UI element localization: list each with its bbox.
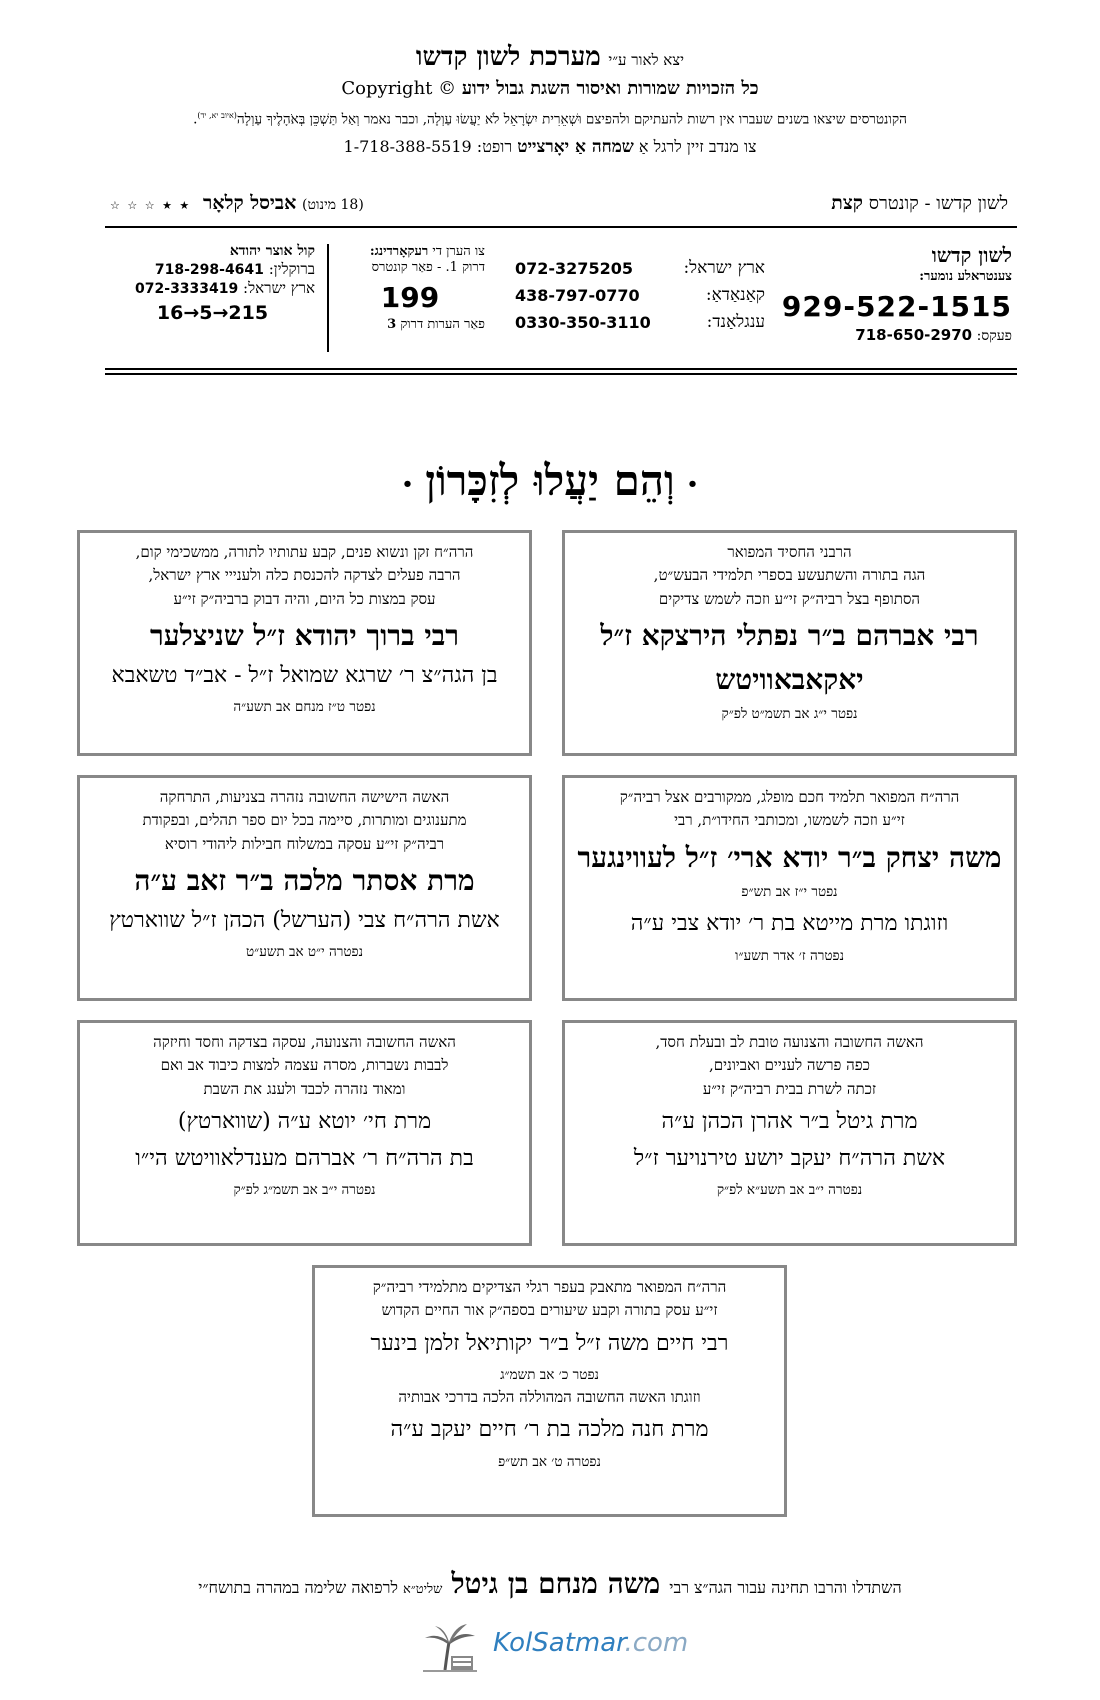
- memorial-box: [312, 1265, 787, 1517]
- memorial-text: זי״ע עסק בתורה וקבע שיעורים בספה״ק אור החיים הקדוש: [381, 1301, 718, 1320]
- memorial-date: נפטר ט״ז מנחם אב תשע״ה: [233, 699, 376, 716]
- memorial-date: נפטרה ט׳ אב תש״פ: [498, 1454, 601, 1471]
- refuah-post: לרפואה שלימה במהרה בתושח״י: [198, 1578, 398, 1597]
- memorial-box: [562, 1020, 1017, 1246]
- memorial-text: הסתופף בצל רביה״ק זי״ע וזכה לשמש צדיקים: [658, 589, 921, 608]
- fax-label: פעקס:: [976, 328, 1012, 344]
- rec-line1-pre: צו הערן די: [432, 244, 485, 259]
- shiur-name: אביסל קלאָר: [203, 192, 297, 214]
- dedication-post: רופט: 1-718-388-5519: [343, 137, 513, 156]
- memorial-box: [562, 530, 1017, 756]
- rating-stars-icon: ★ ★ ☆ ☆ ☆: [110, 199, 192, 212]
- memorial-name: מרת אסתר מלכה ב״ר זאב ע״ה: [134, 863, 475, 897]
- memorial-spouse: וזוגתו מרת מייטא בת ר׳ יודא צבי ע״ה: [630, 911, 949, 937]
- contact-divider: [327, 244, 329, 352]
- copyright-line: [60, 78, 1040, 99]
- memorial-date: נפטרה י״ב אב תשע״א לפ״ק: [716, 1182, 863, 1199]
- notice-ref: (איוב יא, יד): [197, 111, 237, 120]
- copyright-hebrew: כל הזכויות שמורות ואיסור השגת גבול ידוע: [461, 78, 759, 99]
- koy-israel-label: ארץ ישראל:: [243, 279, 315, 297]
- memorial-text: הרבה פעלים לצדקה להכנסת כלה ולענייי ארץ ישראל,: [148, 566, 461, 585]
- memorial-text: ומאוד נזהרה לכבד ולענג את השבת: [203, 1079, 406, 1098]
- memorial-box: [77, 1020, 532, 1246]
- memorial-lineage: בת הרה״ח ר׳ אברהם מענדלאוויטש הי״ו: [135, 1145, 474, 1171]
- shiur-title: [110, 192, 364, 215]
- koy-brooklyn-number[interactable]: 718-298-4641: [154, 262, 264, 278]
- memorial-box: [77, 775, 532, 1001]
- country-row: [515, 285, 765, 312]
- copyright-english: Copyright ©: [341, 78, 457, 99]
- logo-text: [493, 1628, 688, 1658]
- koy-brooklyn: [110, 260, 315, 279]
- memorial-date: נפטרה ז׳ אדר תשע״ו: [734, 948, 844, 965]
- memorial-lineage: אשת הרה״ח צבי (הערשל) הכהן ז״ל שווארטץ: [109, 907, 500, 933]
- memorial-text: הרה״ח המפואר תלמיד חכם מופלג, ממקורבים אצל רביה״ק: [619, 788, 960, 806]
- fax-number[interactable]: 718-650-2970: [855, 326, 973, 344]
- memorial-text: הרה״ח המפואר מתאבק בעפר רגלי הצדיקים מתלמידי רביה״ק: [372, 1278, 727, 1296]
- memorial-box: [562, 775, 1017, 1001]
- bullet-icon: •: [401, 473, 414, 495]
- memorial-name: מרת חי׳ יוטא ע״ה (שווארטץ): [177, 1108, 432, 1134]
- bullet-icon: •: [686, 473, 699, 495]
- memorial-name: מרת גיטל ב״ר אהרן הכהן ע״ה: [661, 1108, 918, 1134]
- logo-brand: KolSatmar: [493, 1628, 625, 1658]
- country-name: קאַנאַדאַ:: [705, 285, 765, 305]
- refuah-line: [60, 1567, 1040, 1601]
- lk-main-number[interactable]: 929-522-1515: [781, 290, 1012, 323]
- country-numbers: [515, 258, 765, 339]
- dedication-pre: צו מנדב זיין לרגל אַ: [638, 137, 757, 156]
- rec-number: 199: [380, 281, 440, 314]
- memorial-surname: יאקאבאוויטש: [715, 662, 864, 696]
- kolsatmar-logo[interactable]: [415, 1622, 695, 1672]
- memorial-name: רבי אברהם ב״ר נפתלי הירצקא ז״ל: [600, 618, 979, 652]
- shiur-minutes: (18 מינוט): [302, 197, 364, 213]
- memorial-text: לבבות נשברות, מסרה עצמה למצות כיבוד אב ואם: [160, 1056, 449, 1075]
- country-row: [515, 258, 765, 285]
- memorial-text: האשה החשובה והצנועה טובת לב ובעלת חסד,: [655, 1033, 924, 1051]
- refuah-title: שליט״א: [403, 1582, 443, 1597]
- memorial-title-text: וְהֵם יַעֲלוּ לְזִכָּרוֹן: [425, 456, 675, 505]
- notice-text: הקונטרסים שיצאו בשנים שעברו אין רשות להעתיקם ולהפיצם וּשְׁאֵרִית יִשְׂרָאֵל לֹא יַעֲשׂוּ עַוְלָה, וכבר נאמר וְאַל תַּשְׁכֵּן בְּאֹהָלֶיךָ עַוְלָה: [236, 111, 907, 128]
- memorial-date: נפטר י״ג אב תשמ״ט לפ״ק: [721, 706, 858, 723]
- koy-brooklyn-label: ברוקלין:: [268, 260, 315, 278]
- memorial-title: [0, 456, 1100, 506]
- lk-title: לשון קדשו: [931, 243, 1012, 267]
- koy-israel: [110, 279, 315, 298]
- memorial-date: נפטרה י״ב אב תשמ״ג לפ״ק: [233, 1182, 376, 1199]
- memorial-lineage: אשת הרה״ח יעקב יושע טירנויער ז״ל: [633, 1145, 946, 1171]
- rec-line2: דרוק 1. - פאַר קונטרס: [371, 260, 485, 275]
- memorial-text: כפה פרשה לעניים ואביונים,: [709, 1056, 870, 1075]
- kol-otzar-contact: [110, 243, 315, 324]
- memorial-name: משה יצחק ב״ר יודא ארי׳ ז״ל לעווינגער: [577, 840, 1002, 874]
- refuah-pre: השתדלו והרבו תחינה עבור הגה״צ רבי: [669, 1578, 902, 1597]
- series-prefix: לשון קדשו - קונטרס: [868, 193, 1008, 214]
- memorial-text: האשה הישישה החשובה נזהרה בצניעות, התרחקה: [159, 788, 450, 806]
- memorial-text: האשה החשובה והצנועה, עסקה בצדקה וחסד וחיזקה: [153, 1033, 456, 1051]
- memorial-text: זכתה לשרת בבית רביה״ק זי״ע: [702, 1079, 877, 1098]
- dedication-bold: שמחה אַ יאָרצייט: [517, 137, 634, 157]
- koy-israel-number[interactable]: 072-3333419: [135, 281, 239, 297]
- rec-line3: [335, 316, 485, 332]
- rec-line3-bold: 3: [387, 317, 397, 332]
- lashon-kodsho-contact: [782, 243, 1012, 345]
- publisher-prefix: יצא לאור ע״י: [608, 51, 685, 69]
- country-number[interactable]: 438-797-0770: [515, 286, 640, 305]
- lk-subtitle: צענטראלע נומער:: [919, 269, 1012, 284]
- memorial-date: נפטר י״ז אב תש״פ: [741, 884, 838, 901]
- lk-fax: [782, 326, 1012, 345]
- memorial-name: רבי חיים משה ז״ל ב״ר יקותיאל זלמן בינער: [370, 1330, 729, 1356]
- divider-top: [105, 226, 1017, 228]
- memorial-text: זי״ע וזכה לשמשו, ומכותבי החידו״ת, רבי: [674, 811, 905, 830]
- series-bold: קצת: [831, 192, 863, 214]
- country-number[interactable]: 072-3275205: [515, 259, 633, 278]
- country-row: [515, 312, 765, 339]
- memorial-name: רבי ברוך יהודא ז״ל שניצלער: [150, 618, 459, 652]
- memorial-date: נפטרה י״ט אב תשע״ט: [245, 944, 364, 961]
- series-title: [831, 192, 1008, 215]
- refuah-name: משה מנחם בן גיטל: [451, 1567, 661, 1600]
- memorial-date: נפטר כ׳ אב תשמ״ג: [500, 1367, 599, 1384]
- memorial-text: רביה״ק זי״ע עסקה במשלוח חבילות ליהודי רוסיא: [164, 834, 445, 853]
- memorial-text: וזוגתו האשה החשובה המהוללה הלכה בדרכי אבותיה: [398, 1388, 701, 1407]
- rec-line1-bold: רעקאָרדינג:: [369, 244, 429, 259]
- memorial-lineage: בן הגה״צ ר׳ שרגא שמואל ז״ל - אב״ד טשאבא: [111, 662, 498, 688]
- memorial-box: [77, 530, 532, 756]
- koy-code: 16→5→215: [156, 302, 269, 324]
- palm-tree-icon: [415, 1622, 485, 1674]
- divider-bottom-1: [105, 368, 1017, 370]
- memorial-text: הגה בתורה והשתעשע בספרי תלמידי הבעש״ט,: [653, 566, 926, 585]
- rec-line3-pre: פאַר הערות דרוק: [400, 317, 485, 332]
- rec-line1: [335, 243, 485, 259]
- publisher-name: מערכת לשון קדשו: [415, 42, 601, 72]
- memorial-text: הרבני החסיד המפואר: [727, 543, 852, 561]
- memorial-text: הרה״ח זקן ונשוא פנים, קבע עתותיו לתורה, ממשכימי קום,: [135, 543, 474, 561]
- memorial-text: עסק במצות כל היום, והיה דבוק ברביה״ק זי״ע: [173, 589, 436, 608]
- memorial-spouse: מרת חנה מלכה בת ר׳ חיים יעקב ע״ה: [390, 1417, 709, 1443]
- country-number[interactable]: 0330-350-3110: [515, 313, 651, 332]
- country-name: ארץ ישראל:: [683, 258, 765, 278]
- koy-title: קול אוצר יהודא: [229, 243, 315, 259]
- publisher-line: [60, 42, 1040, 72]
- memorial-text: מתענוגים ומותרות, סיימה בכל יום ספר תהלים, ובפקודת: [142, 811, 467, 830]
- divider-bottom-2: [105, 373, 1017, 375]
- country-name: ענגלאַנד:: [706, 312, 765, 332]
- logo-suffix: .com: [624, 1628, 689, 1658]
- recordings-info: [335, 243, 485, 332]
- dedication-line: [60, 137, 1040, 157]
- copyright-notice: הקונטרסים שיצאו בשנים שעברו אין רשות להעתיקם ולהפיצם וּשְׁאֵרִית יִשְׂרָאֵל לֹא יַעֲשׂוּ עַוְלָה, וכבר נאמר וְאַל תַּשְׁכֵּן בְּאֹהָלֶיךָ עַוְלָה$^{(איוב יא, יד)}$.: [193, 111, 907, 128]
